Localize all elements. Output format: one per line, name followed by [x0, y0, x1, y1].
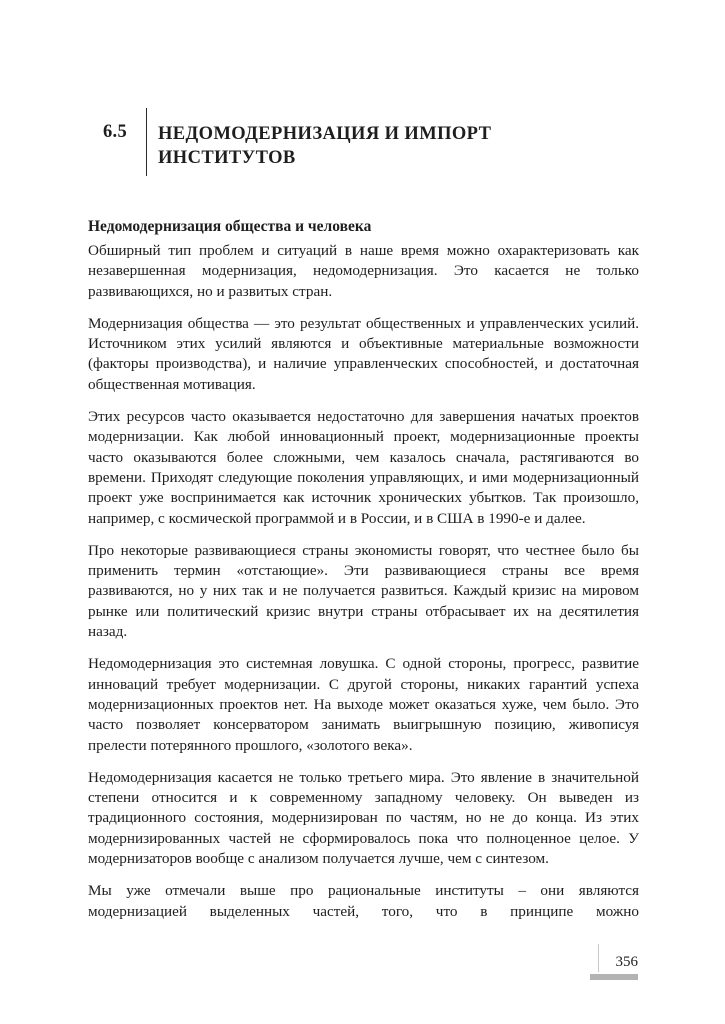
section-title: НЕДОМОДЕРНИЗАЦИЯ И ИМПОРТ ИНСТИТУТОВ: [158, 124, 492, 168]
section-divider: [146, 108, 147, 176]
page-number: 356: [615, 954, 638, 970]
paragraph: Мы уже отмечали выше про рациональные институты – они являются модернизацией выделенных частей, того, что в принципе можно: [88, 882, 639, 920]
paragraph: Недомодернизация касается не только третьего мира. Это явление в значительной степени относится и к современному западному человеку. Он выведен из традиционного состояния, модернизирован по частям, но не до конца. Из этих модернизированных частей не сформировалось пока что полноценное целое. У модернизаторов вообще с анализом получается лучше, чем с синтезом.: [88, 768, 639, 868]
paragraph: Обширный тип проблем и ситуаций в наше время можно охарактеризовать как незавершенная модернизация, недомодернизация. Это касается не только развивающихся, но и развитых стран.: [88, 242, 639, 300]
paragraph: Про некоторые развивающиеся страны экономисты говорят, что честнее было бы применить термин «отстающие». Эти развивающиеся страны все время развиваются, но у них так и не получается развиться. Каждый кризис на мировом рынке или политический кризис внутри страны отбрасывает их на десятилетия назад.: [88, 541, 639, 641]
section-number: 6.5: [103, 122, 128, 142]
subheading: Недомодернизация общества и человека: [88, 218, 372, 235]
paragraph: Модернизация общества — это результат общественных и управленческих усилий. Источником этих усилий являются и объективные материальные возможности (факторы производства), и наличие управленческих способностей, и достаточная общественная мотивация.: [88, 314, 639, 393]
paragraph: Этих ресурсов часто оказывается недостаточно для завершения начатых проектов модернизации. Как любой инновационный проект, модернизационные проекты часто оказываются более сложными, чем казалось сначала, растягиваются во времени. Приходят следующие поколения управляющих, и ими модернизационный проект уже воспринимается как источник хронических убытков. Так произошло, например, с космической программой и в России, и в США в 1990-е и далее.: [88, 408, 639, 527]
paragraph: Недомодернизация это системная ловушка. С одной стороны, прогресс, развитие инноваций требует модернизации. С другой стороны, никаких гарантий успеха модернизационных проектов нет. На выходе может оказаться хуже, чем было. Это часто позволяет консерватором занимать выигрышную позицию, живописуя прелести потерянного прошлого, «золотого века».: [88, 655, 639, 754]
body-text: [88, 216, 639, 922]
page-number-bar: [590, 974, 638, 980]
